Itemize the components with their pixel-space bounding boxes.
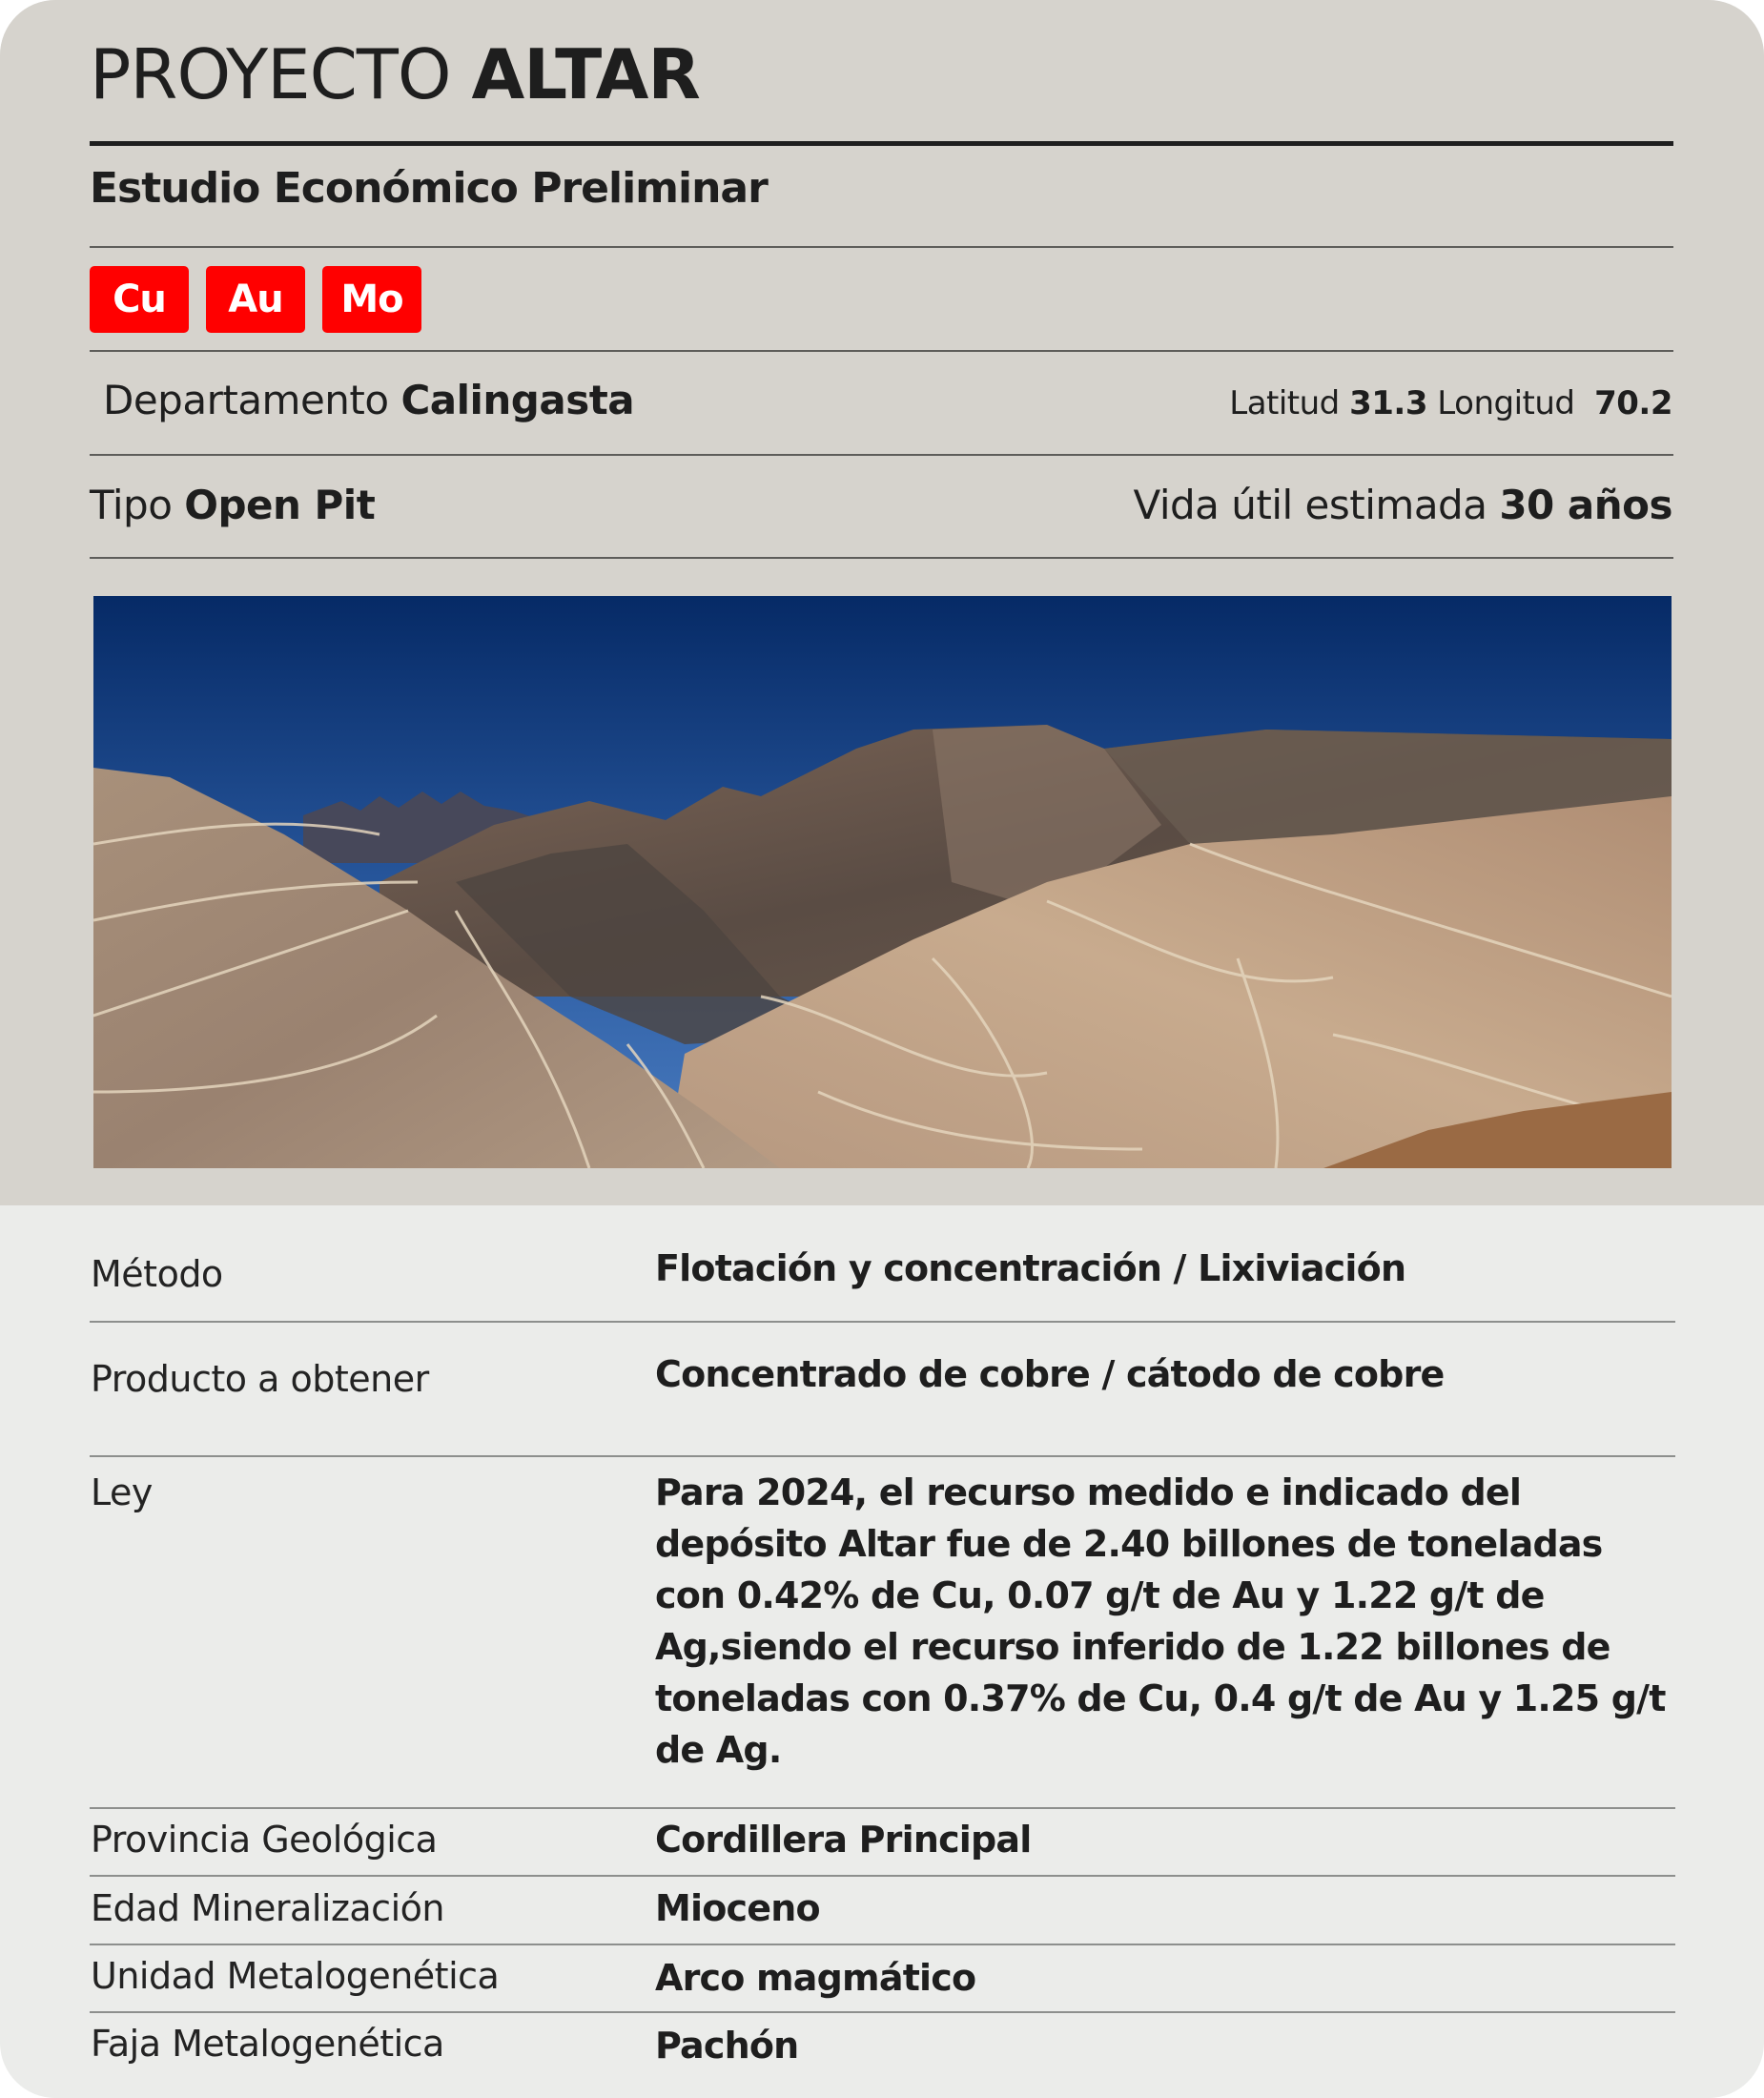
title-project-name: ALTAR — [471, 34, 700, 114]
mineral-badge-cu: Cu — [90, 266, 189, 333]
divider — [90, 1321, 1675, 1323]
detail-value-unidad-metalogenetica: Arco magmático — [655, 1957, 976, 1999]
title-divider — [90, 141, 1673, 146]
divider — [90, 557, 1673, 559]
detail-value-provincia-geologica: Cordillera Principal — [655, 1819, 1032, 1861]
mine-type-value: Open Pit — [184, 482, 376, 528]
subtitle: Estudio Económico Preliminar — [90, 164, 768, 213]
detail-value-metodo: Flotación y concentración / Lixiviación — [655, 1247, 1406, 1289]
detail-value-faja-metalogenetica: Pachón — [655, 2025, 799, 2067]
lifespan-field — [1134, 479, 1672, 532]
latitude-value: 31.3 — [1349, 384, 1427, 422]
detail-value-ley: Para 2024, el recurso medido e indicado del depósito Altar fue de 2.40 billones de toneladas con 0.42% de Cu, 0.07 g/t de Au y 1.22 g/t de Ag,siendo el recurso inferido de 1.22 billones de toneladas con 0.37% de Cu, 0.4 g/t de Au y 1.25 g/t de Ag. — [655, 1471, 1666, 1771]
longitude-label: Longitud — [1437, 384, 1575, 422]
lifespan-value: 30 años — [1499, 482, 1672, 528]
detail-value-producto: Concentrado de cobre / cátodo de cobre — [655, 1353, 1445, 1395]
mine-type-label: Tipo — [90, 482, 173, 528]
divider — [90, 246, 1673, 248]
detail-value-edad-mineralizacion: Mioceno — [655, 1887, 820, 1929]
mineral-badges — [90, 266, 421, 333]
detail-label-provincia-geologica: Provincia Geológica — [91, 1819, 438, 1861]
mineral-badge-au: Au — [206, 266, 305, 333]
divider — [90, 2011, 1675, 2013]
detail-label-unidad-metalogenetica: Unidad Metalogenética — [91, 1955, 500, 1997]
divider — [90, 1944, 1675, 1945]
mine-type-field — [90, 479, 375, 532]
detail-label-producto: Producto a obtener — [91, 1358, 429, 1400]
detail-label-ley: Ley — [91, 1471, 153, 1513]
department-value: Calingasta — [400, 377, 635, 423]
coordinates-field — [1229, 380, 1672, 427]
mineral-badge-mo: Mo — [322, 266, 421, 333]
divider — [90, 454, 1673, 456]
detail-label-edad-mineralizacion: Edad Mineralización — [91, 1887, 444, 1929]
divider — [90, 1807, 1675, 1809]
latitude-label: Latitud — [1229, 384, 1340, 422]
title-prefix: PROYECTO — [90, 34, 451, 114]
department-label: Departamento — [103, 377, 389, 423]
page-title — [90, 36, 700, 113]
lifespan-label: Vida útil estimada — [1133, 482, 1487, 528]
divider — [90, 1875, 1675, 1877]
longitude-value: 70.2 — [1594, 384, 1672, 422]
divider — [90, 350, 1673, 352]
detail-label-metodo: Método — [91, 1253, 223, 1295]
project-photo — [93, 596, 1672, 1168]
divider — [90, 1455, 1675, 1457]
detail-label-faja-metalogenetica: Faja Metalogenética — [91, 2023, 444, 2065]
department-field — [103, 374, 634, 427]
